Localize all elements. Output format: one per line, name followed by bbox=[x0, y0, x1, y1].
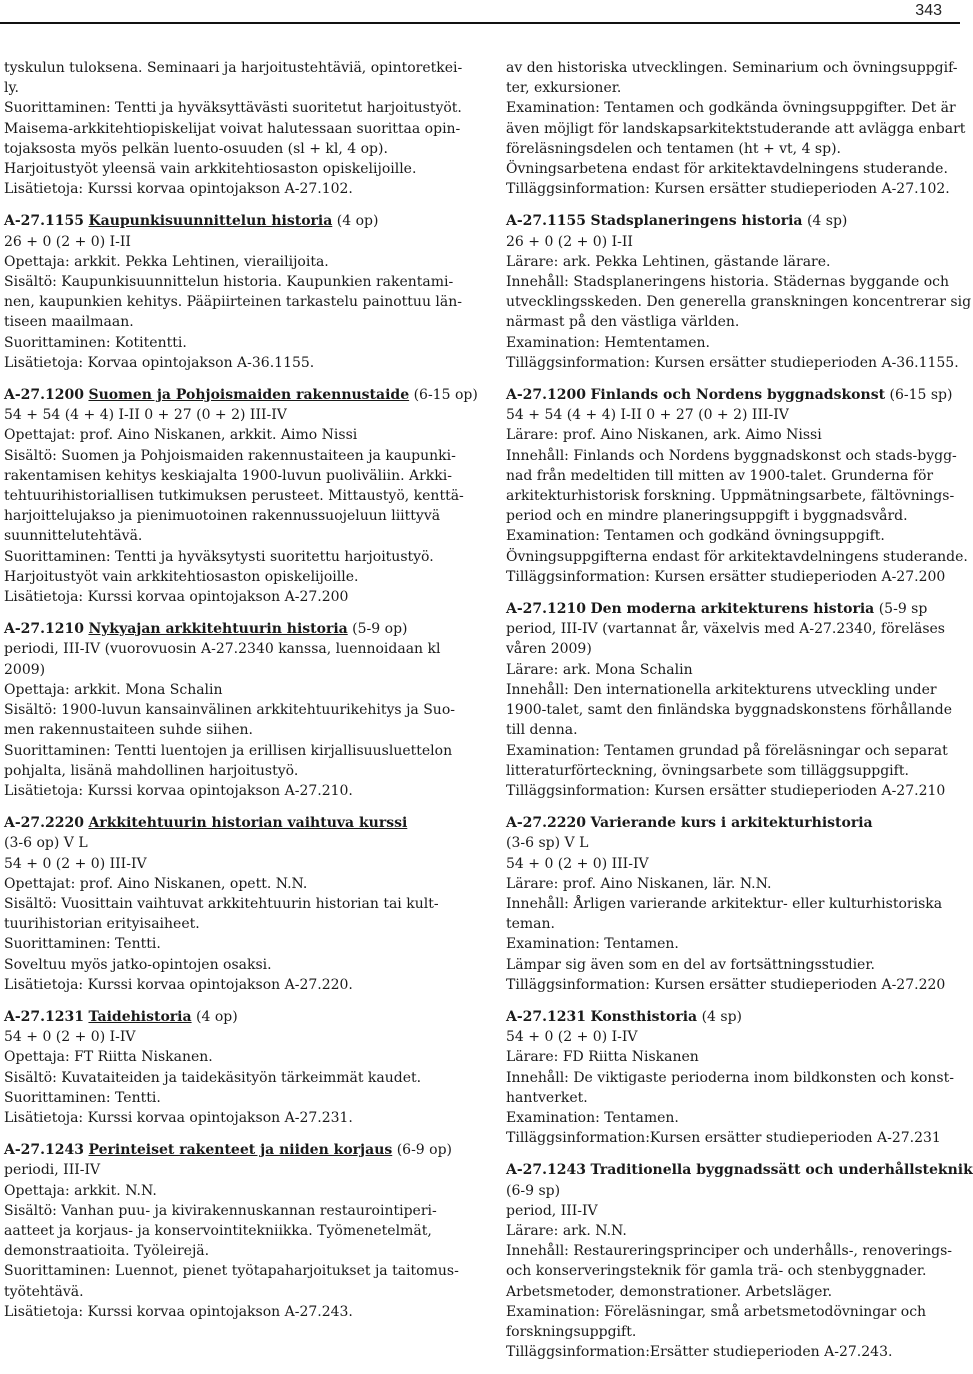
text-line: Innehåll: Finlands och Nordens byggnadskonst och stads-bygg- bbox=[506, 447, 957, 464]
course-credits: (4 sp) bbox=[697, 1008, 743, 1025]
course-code: A-27.1155 bbox=[4, 213, 84, 230]
course-heading bbox=[4, 1007, 458, 1027]
text-line: Lisätietoja: Kurssi korvaa opintojakson A-27.243. bbox=[4, 1303, 353, 1320]
text-line: Suorittaminen: Kotitentti. bbox=[4, 334, 187, 351]
course-title: Varierande kurs i arkitekturhistoria bbox=[590, 815, 873, 832]
course-code: A-27.2220 bbox=[506, 815, 586, 832]
text-line: och konserveringsteknik för gamla trä- och stenbyggnader. bbox=[506, 1263, 927, 1280]
text-line: Tilläggsinformation: Kursen ersätter studieperioden A-27.210 bbox=[506, 782, 946, 799]
course-credits: (6-9 op) bbox=[392, 1142, 453, 1159]
text-line: suunnittelutehtävä. bbox=[4, 528, 143, 545]
course-code: A-27.1231 bbox=[4, 1008, 84, 1025]
right-column bbox=[506, 58, 973, 1374]
text-line: utvecklingsskeden. Den generella granskningen koncentrerar sig bbox=[506, 294, 972, 311]
text-line: aatteet ja korjaus- ja konservointitekniikka. Työmenetelmät, bbox=[4, 1222, 432, 1239]
text-line: till denna. bbox=[506, 722, 578, 739]
text-line: rakentamisen kehitys keskiajalta 1900-luvun puoliväliin. Arkki- bbox=[4, 467, 452, 484]
text-line: Lisätietoja: Kurssi korvaa opintojakson A-27.200 bbox=[4, 589, 349, 606]
course-heading bbox=[506, 813, 960, 833]
course-heading bbox=[506, 599, 960, 619]
text-line: tojaksosta myös pelkän luento-osuuden (sl + kl, 4 op). bbox=[4, 140, 388, 157]
text-line: tehtuurihistoriallisen tutkimuksen perusteet. Mittaustyö, kenttä- bbox=[4, 488, 464, 505]
text-line: Lisätietoja: Kurssi korvaa opintojakson A-27.102. bbox=[4, 181, 353, 198]
text-line: Lärare: ark. Pekka Lehtinen, gästande lärare. bbox=[506, 253, 831, 270]
course-title: Kaupunkisuunnittelun historia bbox=[88, 213, 333, 230]
text-line: våren 2009) bbox=[506, 641, 592, 658]
course-title: Suomen ja Pohjoismaiden rakennustaide bbox=[88, 387, 410, 404]
text-line: Arbetsmetoder, demonstrationer. Arbetsläger. bbox=[506, 1283, 833, 1300]
text-line: Suorittaminen: Luennot, pienet työtapaharjoitukset ja taitomus- bbox=[4, 1263, 459, 1280]
text-line: harjoittelujakso ja pienimuotoinen rakennussuojeluun liittyvä bbox=[4, 508, 441, 525]
text-line: Examination: Hemtentamen. bbox=[506, 334, 710, 351]
course-entry bbox=[4, 385, 478, 607]
text-line: tuurihistorian erityisaiheet. bbox=[4, 916, 200, 933]
course-heading bbox=[4, 385, 478, 405]
course-credits: (4 op) bbox=[191, 1008, 238, 1025]
text-line: Examination: Tentamen och godkända övningsuppgifter. Det är bbox=[506, 100, 956, 117]
text-line: periodi, III-IV bbox=[4, 1162, 101, 1179]
course-heading bbox=[506, 211, 960, 231]
text-line: periodi, III-IV (vuorovuosin A-27.2340 kanssa, luennoidaan kl bbox=[4, 641, 441, 658]
text-line: Harjoitustyöt vain arkkitehtiosaston opiskelijoille. bbox=[4, 568, 359, 585]
text-line: nen, kaupunkien kehitys. Pääpiirteinen tarkastelu painottuu län- bbox=[4, 294, 462, 311]
course-title: Stadsplaneringens historia bbox=[590, 213, 803, 230]
course-code: A-27.1200 bbox=[506, 387, 586, 404]
text-line: Opettajat: prof. Aino Niskanen, arkkit. Aimo Nissi bbox=[4, 427, 358, 444]
text-line: (3-6 op) V L bbox=[4, 835, 88, 852]
text-line: Tilläggsinformation: Kursen ersätter studieperioden A-27.102. bbox=[506, 181, 950, 198]
text-line: Opettaja: FT Riitta Niskanen. bbox=[4, 1049, 213, 1066]
text-line: 54 + 0 (2 + 0) I-IV bbox=[506, 1029, 638, 1046]
course-entry bbox=[4, 1140, 458, 1322]
course-heading bbox=[4, 1140, 458, 1160]
text-line: 26 + 0 (2 + 0) I-II bbox=[506, 233, 633, 250]
text-line: 54 + 54 (4 + 4) I-II 0 + 27 (0 + 2) III-IV bbox=[506, 407, 789, 424]
course-heading bbox=[506, 1160, 973, 1180]
text-line: työtehtävä. bbox=[4, 1283, 84, 1300]
text-line: närmast på den västliga världen. bbox=[506, 314, 740, 331]
course-title: Traditionella byggnadssätt och underhållsteknik bbox=[590, 1162, 973, 1179]
text-line: Innehåll: Årligen varierande arkitektur- eller kulturhistoriska bbox=[506, 895, 943, 912]
page-number: 343 bbox=[915, 2, 942, 19]
course-entry bbox=[506, 211, 972, 373]
text-line: Examination: Tentamen. bbox=[506, 1109, 679, 1126]
text-line: Suorittaminen: Tentti luentojen ja erillisen kirjallisuusluettelon bbox=[4, 742, 453, 759]
text-line: Suorittaminen: Tentti. bbox=[4, 936, 161, 953]
text-line: Sisältö: Kuvataiteiden ja taidekäsityön tärkeimmät kaudet. bbox=[4, 1069, 422, 1086]
text-line: föreläsningsdelen och tentamen (ht + vt, 4 sp). bbox=[506, 140, 841, 157]
text-line: Innehåll: De viktigaste perioderna inom bildkonsten och konst- bbox=[506, 1069, 954, 1086]
course-title: Taidehistoria bbox=[88, 1008, 192, 1025]
text-line: 26 + 0 (2 + 0) I-II bbox=[4, 233, 131, 250]
course-code: A-27.1243 bbox=[506, 1162, 586, 1179]
text-line: (6-9 sp) bbox=[506, 1182, 561, 1199]
text-line: demonstraatioita. Työleirejä. bbox=[4, 1243, 210, 1260]
course-entry bbox=[506, 1160, 973, 1362]
course-credits: (5-9 op) bbox=[347, 621, 408, 638]
text-line: period, III-IV bbox=[506, 1202, 598, 1219]
text-line: 2009) bbox=[4, 661, 46, 678]
course-entry bbox=[506, 599, 960, 801]
text-line: Övningsarbetena endast för arkitektavdelningens studerande. bbox=[506, 161, 948, 178]
course-entry bbox=[4, 1007, 458, 1128]
text-line: Tilläggsinformation:Kursen ersätter studieperioden A-27.231 bbox=[506, 1130, 941, 1147]
course-entry bbox=[506, 58, 966, 199]
text-line: period och en mindre planeringsuppgift i byggnadsvård. bbox=[506, 508, 908, 525]
text-line: teman. bbox=[506, 916, 555, 933]
text-line: Suorittaminen: Tentti. bbox=[4, 1089, 161, 1106]
text-line: Innehåll: Restaureringsprinciper och underhålls-, renoverings- bbox=[506, 1243, 953, 1260]
left-column bbox=[4, 58, 478, 1334]
text-line: Lisätietoja: Kurssi korvaa opintojakson A-27.220. bbox=[4, 976, 353, 993]
text-line: period, III-IV (vartannat år, växelvis med A-27.2340, föreläses bbox=[506, 621, 945, 638]
course-entry bbox=[506, 385, 968, 587]
text-line: Lisätietoja: Kurssi korvaa opintojakson A-27.210. bbox=[4, 782, 353, 799]
course-heading bbox=[4, 813, 458, 833]
text-line: tyskulun tuloksena. Seminaari ja harjoitustehtäviä, opintoretkei- bbox=[4, 60, 463, 76]
text-line: Tilläggsinformation:Ersätter studieperioden A-27.243. bbox=[506, 1344, 893, 1361]
text-line: ly. bbox=[4, 80, 19, 97]
text-line: 1900-talet, samt den finländska byggnadskonstens förhållande bbox=[506, 702, 953, 719]
course-code: A-27.2220 bbox=[4, 815, 84, 832]
header-rule bbox=[0, 22, 960, 24]
course-code: A-27.1231 bbox=[506, 1008, 586, 1025]
text-line: Lärare: FD Riitta Niskanen bbox=[506, 1049, 699, 1066]
text-line: Sisältö: Suomen ja Pohjoismaiden rakennustaiteen ja kaupunki- bbox=[4, 447, 456, 464]
text-line: Examination: Tentamen grundad på föreläsningar och separat bbox=[506, 742, 948, 759]
text-line: Lisätietoja: Kurssi korvaa opintojakson A-27.231. bbox=[4, 1109, 353, 1126]
text-line: Övningsuppgifterna endast för arkitektavdelningens studerande. bbox=[506, 548, 968, 565]
text-line: Soveltuu myös jatko-opintojen osaksi. bbox=[4, 956, 272, 973]
course-credits: (4 sp) bbox=[802, 213, 848, 230]
text-line: Tilläggsinformation: Kursen ersätter studieperioden A-27.220 bbox=[506, 976, 946, 993]
course-title: Finlands och Nordens byggnadskonst bbox=[590, 387, 886, 404]
text-line: Opettaja: arkkit. Pekka Lehtinen, vierailijoita. bbox=[4, 253, 329, 270]
text-line: men rakennustaiteen suhde siihen. bbox=[4, 722, 254, 739]
text-line: Innehåll: Stadsplaneringens historia. Städernas byggande och bbox=[506, 274, 950, 291]
text-line: forskningsuppgift. bbox=[506, 1323, 637, 1340]
text-line: Examination: Föreläsningar, små arbetsmetodövningar och bbox=[506, 1303, 927, 1320]
text-line: nad från medeltiden till mitten av 1900-talet. Grunderna för bbox=[506, 467, 934, 484]
text-line: Suorittaminen: Tentti ja hyväksyttävästi suoritetut harjoitustyöt. bbox=[4, 100, 462, 117]
text-line: Opettajat: prof. Aino Niskanen, opett. N.N. bbox=[4, 875, 308, 892]
course-code: A-27.1200 bbox=[4, 387, 84, 404]
text-line: Examination: Tentamen och godkänd övningsuppgift. bbox=[506, 528, 885, 545]
text-line: Maisema-arkkitehtiopiskelijat voivat halutessaan suorittaa opin- bbox=[4, 120, 461, 137]
text-line: Sisältö: Vuosittain vaihtuvat arkkitehtuurin historian tai kult- bbox=[4, 895, 439, 912]
text-line: Tilläggsinformation: Kursen ersätter studieperioden A-27.200 bbox=[506, 568, 946, 585]
text-line: hantverket. bbox=[506, 1089, 588, 1106]
text-line: Examination: Tentamen. bbox=[506, 936, 679, 953]
text-line: 54 + 0 (2 + 0) I-IV bbox=[4, 1029, 136, 1046]
course-credits: (6-15 sp) bbox=[885, 387, 953, 404]
text-line: Opettaja: arkkit. Mona Schalin bbox=[4, 681, 223, 698]
text-line: Lärare: ark. N.N. bbox=[506, 1222, 627, 1239]
course-code: A-27.1210 bbox=[506, 601, 586, 618]
text-line: arkitekturhistorisk forskning. Uppmätningsarbete, fältövnings- bbox=[506, 488, 955, 505]
text-line: 54 + 54 (4 + 4) I-II 0 + 27 (0 + 2) III-IV bbox=[4, 407, 287, 424]
text-line: Lisätietoja: Korvaa opintojakson A-36.1155. bbox=[4, 354, 315, 371]
text-line: av den historiska utvecklingen. Seminarium och övningsuppgif- bbox=[506, 60, 958, 76]
course-code: A-27.1210 bbox=[4, 621, 84, 638]
text-line: tiseen maailmaan. bbox=[4, 314, 134, 331]
text-line: 54 + 0 (2 + 0) III-IV bbox=[4, 855, 147, 872]
course-title: Den moderna arkitekturens historia bbox=[590, 601, 875, 618]
text-line: 54 + 0 (2 + 0) III-IV bbox=[506, 855, 649, 872]
text-line: Sisältö: Vanhan puu- ja kivirakennuskannan restaurointiperi- bbox=[4, 1202, 437, 1219]
text-line: Suorittaminen: Tentti ja hyväksytysti suoritettu harjoitustyö. bbox=[4, 548, 434, 565]
course-credits: (5-9 sp bbox=[874, 601, 928, 618]
text-line: Lämpar sig även som en del av fortsättningsstudier. bbox=[506, 956, 875, 973]
course-title: Arkkitehtuurin historian vaihtuva kurssi bbox=[88, 815, 408, 832]
text-line: Tilläggsinformation: Kursen ersätter studieperioden A-36.1155. bbox=[506, 354, 959, 371]
text-line: pohjalta, lisänä mahdollinen harjoitustyö. bbox=[4, 762, 299, 779]
course-entry bbox=[4, 211, 462, 373]
text-line: Sisältö: Kaupunkisuunnittelun historia. Kaupunkien rakentami- bbox=[4, 274, 454, 291]
course-heading bbox=[506, 385, 960, 405]
course-heading bbox=[4, 211, 458, 231]
text-line: även möjligt för landskapsarkitektstuderande att avlägga enbart bbox=[506, 120, 966, 137]
text-line: Innehåll: Den internationella arkitekturens utveckling under bbox=[506, 681, 937, 698]
course-entry bbox=[506, 813, 960, 995]
course-heading bbox=[506, 1007, 960, 1027]
course-entry bbox=[4, 619, 458, 801]
course-credits: (6-15 op) bbox=[409, 387, 478, 404]
text-line: Lärare: prof. Aino Niskanen, ark. Aimo Nissi bbox=[506, 427, 822, 444]
course-credits: (4 op) bbox=[332, 213, 379, 230]
text-line: Opettaja: arkkit. N.N. bbox=[4, 1182, 157, 1199]
text-line: ter, exkursioner. bbox=[506, 80, 622, 97]
text-line: Harjoitustyöt yleensä vain arkkitehtiosaston opiskelijoille. bbox=[4, 161, 417, 178]
course-title: Nykyajan arkkitehtuurin historia bbox=[88, 621, 348, 638]
course-entry bbox=[506, 1007, 960, 1148]
course-title: Konsthistoria bbox=[590, 1008, 698, 1025]
course-title: Perinteiset rakenteet ja niiden korjaus bbox=[88, 1142, 393, 1159]
course-heading bbox=[4, 619, 458, 639]
course-entry bbox=[4, 58, 463, 199]
course-code: A-27.1243 bbox=[4, 1142, 84, 1159]
text-line: Lärare: prof. Aino Niskanen, lär. N.N. bbox=[506, 875, 772, 892]
course-code: A-27.1155 bbox=[506, 213, 586, 230]
text-line: litteraturförteckning, övningsarbete som tilläggsuppgift. bbox=[506, 762, 909, 779]
text-line: Lärare: ark. Mona Schalin bbox=[506, 661, 693, 678]
text-line: Sisältö: 1900-luvun kansainvälinen arkkitehtuurikehitys ja Suo- bbox=[4, 702, 455, 719]
course-entry bbox=[4, 813, 458, 995]
text-line: (3-6 sp) V L bbox=[506, 835, 589, 852]
